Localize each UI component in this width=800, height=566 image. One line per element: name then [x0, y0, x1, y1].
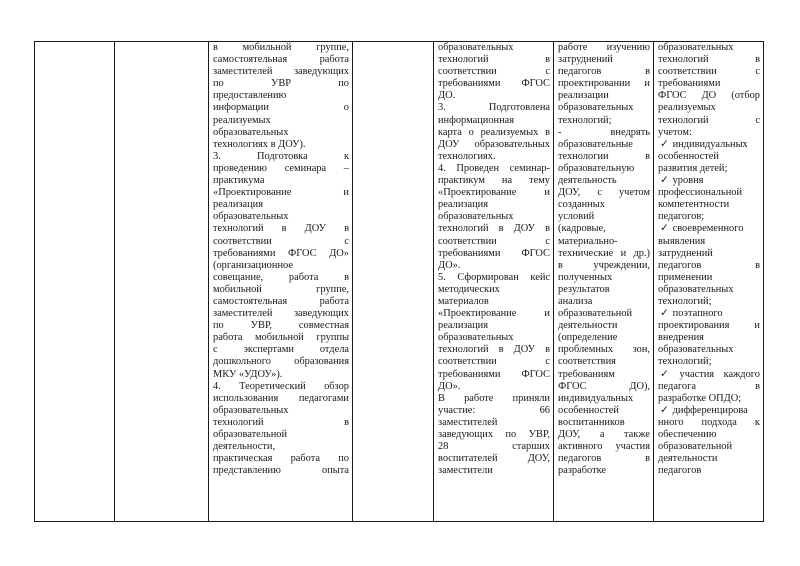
checkmark-icon: ✓ [660, 308, 669, 320]
text-line-label: своевременного [670, 223, 744, 235]
text-line: соответствии с [438, 356, 550, 368]
text-line-label: уровня [670, 175, 704, 187]
text-line: образовательных [438, 332, 514, 344]
text-line: технологий с [658, 114, 760, 126]
text-line: «Проектирование и [438, 308, 550, 320]
text-line: заместителей заведующих [213, 66, 349, 78]
text-line: особенностей [558, 404, 619, 416]
text-line: анализа [558, 295, 593, 307]
text-line: соответствии с [438, 235, 550, 247]
text-line: ДО. [438, 90, 456, 102]
text-line: соответствии с [438, 66, 550, 78]
text-line: требованиями ФГОС [438, 368, 550, 380]
text-line: карта о реализуемых в [438, 126, 550, 138]
report-table [34, 41, 764, 522]
text-line: технологий; [558, 114, 612, 126]
text-line: проектировании и [558, 78, 650, 90]
text-line: практическая работа по [213, 453, 349, 465]
text-line: технологий в [213, 416, 349, 428]
text-line: особенностей [658, 150, 719, 162]
text-line: технологий в ДОУ в [438, 344, 550, 356]
text-line: по УВР, совместная [213, 320, 349, 332]
text-line: образовательных [658, 283, 734, 295]
cell-col4 [353, 42, 434, 522]
text-line: затруднений [658, 247, 713, 259]
text-line: технологий в ДОУ в [438, 223, 550, 235]
text-line-label: поэтапного [670, 308, 723, 320]
text-line: образовательные [558, 138, 633, 150]
text-line: требованиями ФГОС ДО» [213, 247, 349, 259]
text-line: представлению опыта [213, 465, 349, 477]
text-line: требованиям [558, 368, 615, 380]
text-line: технологий в [438, 54, 550, 66]
text-line: использования педагогами [213, 392, 349, 404]
text-line: педагогов в [558, 453, 650, 465]
text-line: проектирования и [658, 320, 760, 332]
text-line: индивидуальных [558, 392, 634, 404]
text-line: педагогов в [558, 66, 650, 78]
text-line: ДО». [438, 380, 461, 392]
text-line: условий [558, 211, 595, 223]
text-line: выявления [658, 235, 706, 247]
text-line: практикум на тему [438, 175, 550, 187]
text-line: ДОУ, а также [558, 429, 650, 440]
text-line: 5. Сформирован кейс [438, 271, 550, 283]
text-line: образовательных [213, 126, 289, 138]
text-line: компетентности [658, 199, 730, 211]
text-line: (определение [558, 332, 618, 344]
text-line: образовательных [438, 42, 514, 53]
text-line: технологий в [658, 54, 760, 66]
text-line: в мобильной группе, [213, 42, 349, 53]
text-line: 4. Теоретический обзор [213, 380, 349, 392]
checkmark-icon: ✓ [660, 223, 669, 235]
text-line: соответствия [558, 356, 616, 368]
text-line: реализация [438, 199, 489, 211]
cell-col5-results [434, 42, 554, 522]
text-line: нного подхода к [658, 416, 760, 428]
text-line: МКУ «УДОУ»). [213, 368, 283, 380]
text-line: методических [438, 283, 500, 295]
text-line: заместителей заведующих [213, 308, 349, 320]
text-line: технологии в [558, 150, 650, 162]
text-line: обеспечению [658, 429, 717, 440]
text-line: ФГОС ДО (отбор [658, 90, 760, 102]
text-line: требованиями ФГОС [438, 78, 550, 90]
text-line: мобильной группе, [213, 283, 349, 295]
text-line-label: участия каждого [670, 368, 760, 380]
text-line: технологий; [658, 295, 712, 307]
text-line-label: дифференцирова [670, 404, 748, 416]
text-line: полученных [558, 271, 613, 283]
text-line: В работе приняли [438, 392, 550, 404]
checkmark-icon: ✓ [660, 138, 669, 150]
text-line: реализация [213, 199, 264, 211]
text-line: реализации [558, 90, 609, 102]
text-line: созданных [558, 199, 605, 211]
text-line: внедрения [658, 332, 704, 344]
text-line: информационная [438, 114, 515, 126]
text-line: образовательной [558, 308, 633, 320]
text-line: участие: 66 [438, 404, 550, 416]
text-line: реализация [438, 320, 489, 332]
text-line: заместители [438, 465, 493, 477]
text-line: проблемных зон, [558, 344, 650, 356]
text-line: совещание, работа в [213, 271, 349, 283]
text-line: 3. Подготовлена [438, 102, 550, 114]
text-line: самостоятельная работа [213, 295, 349, 307]
text-line: деятельности, [213, 441, 276, 453]
text-line: (организационное [213, 259, 293, 271]
text-line: ДО». [438, 259, 461, 271]
text-line: технические и др.) [558, 247, 650, 259]
text-line: «Проектирование и [438, 187, 550, 199]
text-line: «Проектирование и [213, 187, 349, 199]
text-line: соответствии с [658, 66, 760, 78]
text-line: педагога в [658, 380, 760, 392]
text-line: информации о [213, 102, 349, 114]
text-line: по УВР по [213, 78, 349, 90]
text-line: образовательных [658, 344, 734, 356]
text-line: технологий; [658, 356, 712, 368]
text-line: педагогов; [658, 211, 705, 223]
text-line: практикума [213, 175, 265, 187]
text-line: образовательной [658, 441, 733, 453]
text-line: технологиях в ДОУ). [213, 138, 306, 150]
text-line: активного участия [558, 441, 650, 453]
text-line [658, 405, 760, 417]
text-line: предоставлению [213, 90, 287, 102]
text-line: требованиями ФГОС [438, 247, 550, 259]
text-line: реализуемых [658, 102, 716, 114]
text-line: образовательной [213, 429, 288, 440]
text-line: ДОУ образовательных [438, 138, 550, 150]
text-line: разработке ОПДО; [658, 392, 742, 404]
cell-col6-conclusions [554, 42, 654, 522]
text-line: требованиями [658, 78, 721, 90]
text-line: соответствии с [213, 235, 349, 247]
text-line: работа мобильной группы [213, 332, 349, 344]
text-line: разработке [558, 465, 607, 477]
checkmark-icon: ✓ [660, 404, 669, 416]
text-line-label: индивидуальных [670, 138, 748, 150]
checkmark-icon: ✓ [660, 175, 669, 187]
text-line [658, 369, 760, 381]
text-line: 28 старших [438, 441, 550, 453]
text-line: воспитателей ДОУ, [438, 453, 550, 465]
text-line [658, 308, 760, 320]
text-line: образовательных [438, 211, 514, 223]
cell-col1 [35, 42, 115, 522]
text-line: применении [658, 271, 713, 283]
text-line: деятельности [658, 453, 718, 465]
text-line: дошкольного образования [213, 356, 349, 368]
text-line: реализуемых [213, 114, 271, 126]
table-row [35, 42, 764, 522]
text-line: 4. Проведен семинар- [438, 162, 550, 174]
checkmark-icon: ✓ [660, 368, 669, 380]
text-line: заведующих по УВР, [438, 429, 550, 440]
text-line: 3. Подготовка к [213, 150, 349, 162]
text-line: воспитанников [558, 416, 625, 428]
text-line: работе изучению [558, 42, 650, 53]
text-line: деятельности [558, 320, 618, 332]
text-line: с экспертами отдела [213, 344, 349, 356]
text-line: деятельность [558, 175, 617, 187]
text-line: развития детей; [658, 162, 728, 174]
text-line: образовательных [213, 211, 289, 223]
text-line: заместителей [438, 416, 498, 428]
text-line: - внедрять [558, 126, 650, 138]
text-line: проведению семинара – [213, 162, 349, 174]
text-line: в учреждении, [558, 259, 650, 271]
text-line: материально- [558, 235, 618, 247]
text-line: самостоятельная работа [213, 54, 349, 66]
text-line: ДОУ, с учетом [558, 187, 650, 199]
text-line: затруднений [558, 54, 613, 66]
text-line: технологий в ДОУ в [213, 223, 349, 235]
text-line: образовательную [558, 162, 635, 174]
text-line: технологиях. [438, 150, 496, 162]
text-line: ФГОС ДО), [558, 380, 650, 392]
cell-col7-recommendations [654, 42, 764, 522]
text-line: педагогов в [658, 259, 760, 271]
text-line: образовательных [558, 102, 634, 114]
text-line: результатов [558, 283, 610, 295]
text-line: образовательных [213, 404, 289, 416]
cell-col2 [115, 42, 209, 522]
text-line: педагогов [658, 465, 702, 477]
text-line [658, 139, 760, 151]
text-line [658, 223, 760, 235]
text-line: профессиональной [658, 187, 743, 199]
text-line: материалов [438, 295, 489, 307]
text-line: учетом: [658, 126, 692, 138]
text-line [658, 175, 760, 187]
text-line: (кадровые, [558, 223, 606, 235]
text-line: образовательных [658, 42, 734, 53]
cell-col3-activities [209, 42, 353, 522]
